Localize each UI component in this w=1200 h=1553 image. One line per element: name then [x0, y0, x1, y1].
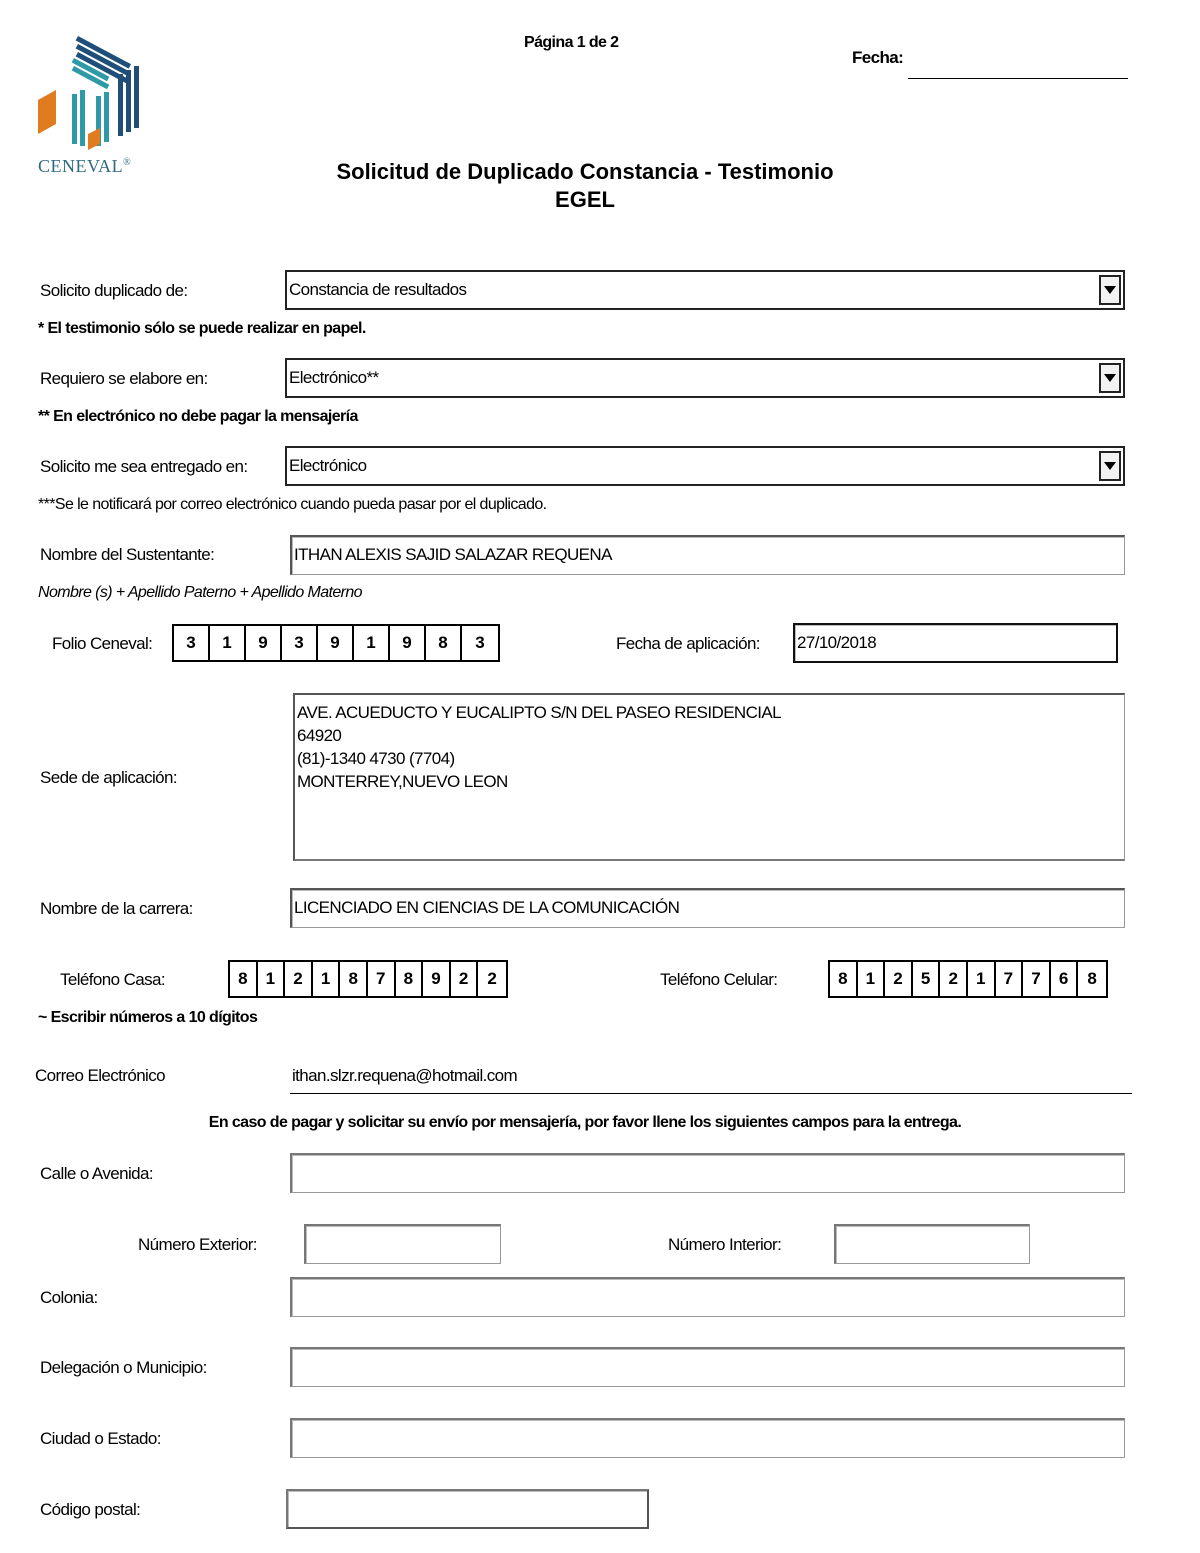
career-label: Nombre de la carrera:	[40, 899, 193, 918]
cell-phone-field[interactable]	[828, 960, 1108, 998]
dropdown-arrow-button[interactable]	[1099, 363, 1121, 393]
date-label: Fecha:	[852, 48, 904, 67]
name-hint: Nombre (s) + Apellido Paterno + Apellido Materno	[38, 584, 362, 601]
zip-field[interactable]	[286, 1489, 649, 1529]
format-note: ** En electrónico no debe pagar la mensajería	[38, 408, 358, 425]
venue-line: 64920	[297, 726, 342, 745]
phone-note: ~ Escribir números a 10 dígitos	[38, 1009, 258, 1026]
digit-cell: 7	[368, 962, 396, 996]
colony-field[interactable]	[290, 1277, 1125, 1317]
delivery-select[interactable]	[285, 446, 1125, 486]
cell-phone-label: Teléfono Celular:	[660, 970, 778, 989]
digit-cell: 2	[940, 962, 968, 996]
exam-date-label: Fecha de aplicación:	[616, 634, 760, 653]
digit-cell: 1	[258, 962, 286, 996]
shipping-instructions-text: En caso de pagar y solicitar su envío por mensajería, por favor llene los siguientes campos para la entrega.	[208, 1114, 962, 1131]
colony-label: Colonia:	[40, 1288, 98, 1307]
digit-cell: 6	[1051, 962, 1079, 996]
home-phone-field[interactable]	[228, 960, 508, 998]
email-field[interactable]	[290, 1066, 1132, 1094]
digit-cell: 9	[318, 626, 354, 660]
digit-cell: 8	[396, 962, 424, 996]
street-field[interactable]	[290, 1153, 1125, 1193]
digit-cell: 7	[996, 962, 1024, 996]
title-line-1: Solicitud de Duplicado Constancia - Testimonio	[336, 159, 834, 184]
format-value: Electrónico**	[289, 368, 379, 387]
venue-line: AVE. ACUEDUCTO Y EUCALIPTO S/N DEL PASEO RESIDENCIAL	[297, 703, 781, 722]
digit-cell: 3	[282, 626, 318, 660]
chevron-down-icon	[1104, 462, 1116, 470]
digit-cell: 3	[475, 633, 485, 652]
home-phone-label: Teléfono Casa:	[60, 970, 166, 989]
duplicate-select[interactable]	[285, 270, 1125, 310]
int-number-label: Número Interior:	[668, 1235, 782, 1254]
digit-cell: 8	[340, 962, 368, 996]
ext-number-label: Número Exterior:	[138, 1235, 257, 1254]
zip-label: Código postal:	[40, 1500, 141, 1519]
digit-cell: 1	[313, 962, 341, 996]
dropdown-arrow-button[interactable]	[1099, 275, 1121, 305]
digit-cell: 2	[487, 969, 497, 988]
career-value: LICENCIADO EN CIENCIAS DE LA COMUNICACIÓN	[294, 898, 680, 917]
delivery-value: Electrónico	[289, 456, 367, 475]
chevron-down-icon	[1104, 286, 1116, 294]
digit-cell: 9	[390, 626, 426, 660]
digit-cell: 8	[830, 962, 858, 996]
digit-cell: 9	[246, 626, 282, 660]
format-select[interactable]	[285, 358, 1125, 398]
city-label: Ciudad o Estado:	[40, 1429, 161, 1448]
digit-cell: 2	[451, 962, 479, 996]
page-indicator: Página 1 de 2	[524, 34, 619, 51]
digit-cell: 8	[230, 962, 258, 996]
digit-cell: 1	[354, 626, 390, 660]
digit-cell: 9	[423, 962, 451, 996]
form-title	[0, 158, 1170, 214]
street-label: Calle o Avenida:	[40, 1164, 153, 1183]
delivery-label: Solicito me sea entregado en:	[40, 457, 248, 476]
venue-line: (81)-1340 4730 (7704)	[297, 749, 455, 768]
exam-date-value: 27/10/2018	[797, 633, 877, 652]
chevron-down-icon	[1104, 374, 1116, 382]
title-line-2: EGEL	[555, 187, 615, 212]
digit-cell: 1	[858, 962, 886, 996]
dropdown-arrow-button[interactable]	[1099, 451, 1121, 481]
venue-field[interactable]	[293, 693, 1125, 861]
format-label: Requiero se elabore en:	[40, 369, 208, 388]
int-number-field[interactable]	[834, 1224, 1030, 1264]
digit-cell: 1	[968, 962, 996, 996]
digit-cell: 2	[885, 962, 913, 996]
municipality-label: Delegación o Municipio:	[40, 1358, 207, 1377]
exam-date-field[interactable]	[793, 623, 1118, 663]
name-field[interactable]	[290, 535, 1125, 575]
ext-number-field[interactable]	[304, 1224, 501, 1264]
digit-cell: 7	[1023, 962, 1051, 996]
venue-line: MONTERREY,NUEVO LEON	[297, 772, 508, 791]
digit-cell: 8	[426, 626, 462, 660]
digit-cell: 1	[210, 626, 246, 660]
municipality-field[interactable]	[290, 1347, 1125, 1387]
delivery-note: ***Se le notificará por correo electrónico cuando pueda pasar por el duplicado.	[38, 496, 547, 513]
digit-cell: 2	[285, 962, 313, 996]
logo-text: CENEVAL®	[38, 156, 132, 176]
digit-cell: 8	[1087, 969, 1097, 988]
duplicate-value: Constancia de resultados	[289, 280, 467, 299]
duplicate-label: Solicito duplicado de:	[40, 281, 188, 300]
email-value: ithan.slzr.requena@hotmail.com	[292, 1066, 518, 1085]
duplicate-note: * El testimonio sólo se puede realizar en papel.	[38, 320, 366, 337]
email-label: Correo Electrónico	[35, 1066, 165, 1085]
career-field[interactable]	[290, 888, 1125, 928]
city-field[interactable]	[290, 1418, 1125, 1458]
folio-field[interactable]	[172, 624, 500, 662]
date-field[interactable]	[908, 52, 1128, 79]
venue-label: Sede de aplicación:	[40, 768, 177, 787]
shipping-instructions	[0, 1114, 1170, 1132]
ceneval-logo-mark	[34, 34, 144, 154]
digit-cell: 5	[913, 962, 941, 996]
folio-label: Folio Ceneval:	[52, 634, 153, 653]
digit-cell: 3	[174, 626, 210, 660]
name-value: ITHAN ALEXIS SAJID SALAZAR REQUENA	[294, 545, 612, 564]
name-label: Nombre del Sustentante:	[40, 545, 215, 564]
